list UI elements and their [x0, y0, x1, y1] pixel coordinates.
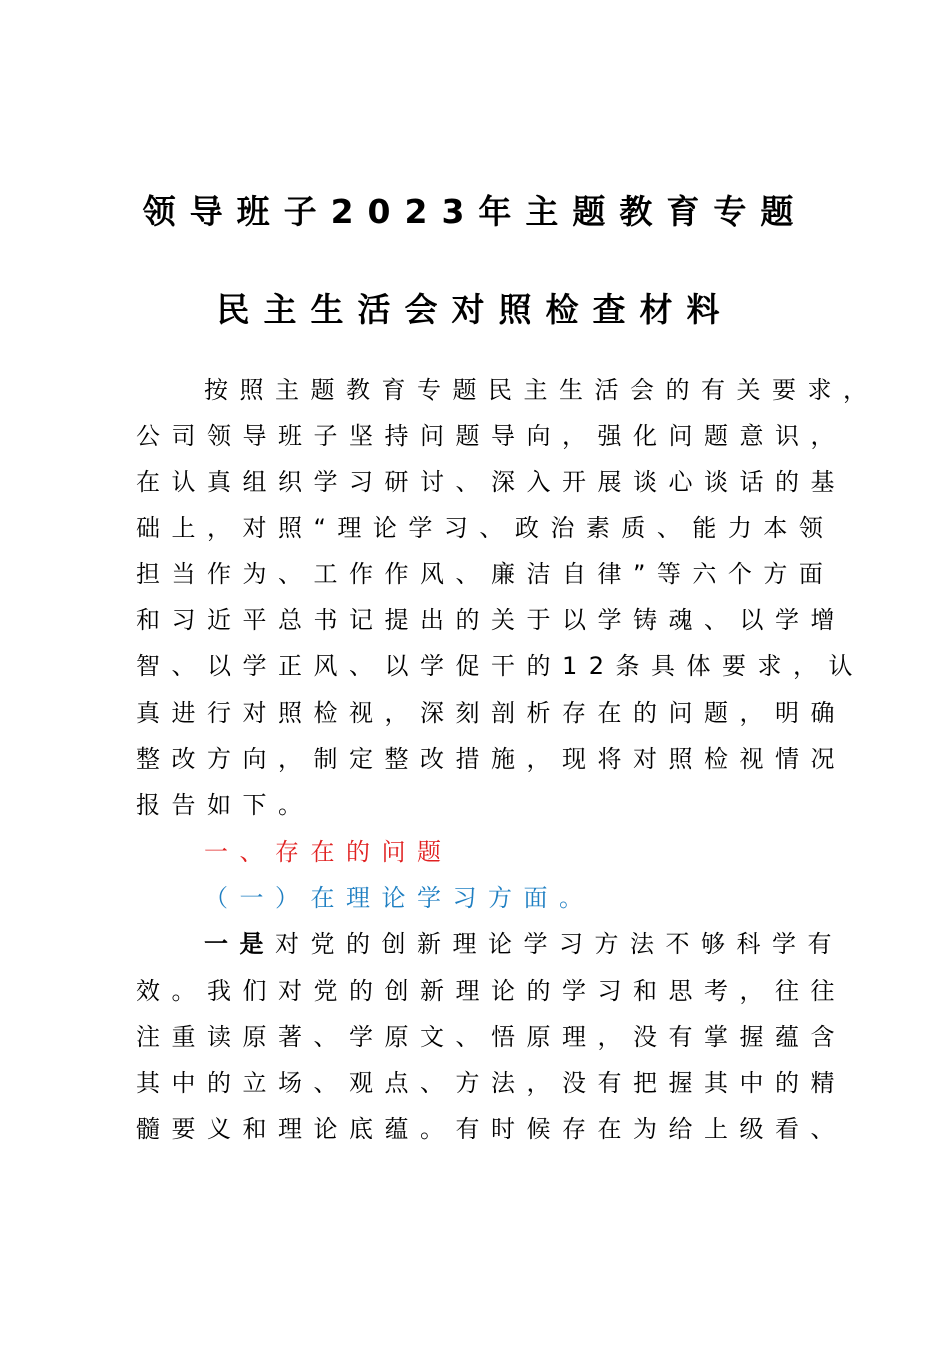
intro-line-6: 和习近平总书记提出的关于以学铸魂、以学增 [136, 606, 846, 634]
section-heading-problems: 一、存在的问题 [204, 838, 453, 866]
intro-line-1: 按照主题教育专题民主生活会的有关要求， [204, 376, 879, 404]
intro-line-9: 整改方向，制定整改措施，现将对照检视情况 [136, 745, 846, 773]
intro-line-5: 担当作为、工作作风、廉洁自律”等六个方面 [136, 560, 835, 588]
document-title-line-2: 民主生活会对照检查材料 [216, 290, 734, 329]
intro-line-2: 公司领导班子坚持问题导向，强化问题意识， [136, 422, 846, 450]
document-title-line-1: 领导班子2023年主题教育专题 [142, 192, 808, 231]
paragraph-1-lead: 一是 [204, 930, 275, 958]
paragraph-1-line-5: 髓要义和理论底蕴。有时候存在为给上级看、 [136, 1115, 846, 1143]
paragraph-1-line-4: 其中的立场、观点、方法，没有把握其中的精 [136, 1069, 846, 1097]
intro-line-7: 智、以学正风、以学促干的12条具体要求，认 [136, 652, 865, 680]
paragraph-1-first-text: 对党的创新理论学习方法不够科学有 [275, 930, 843, 958]
intro-line-8: 真进行对照检视，深刻剖析存在的问题，明确 [136, 699, 846, 727]
subsection-heading-theory-study: （一）在理论学习方面。 [204, 884, 595, 912]
paragraph-1-first-line [204, 928, 843, 960]
intro-line-10: 报告如下。 [136, 791, 314, 819]
paragraph-1-line-2: 效。我们对党的创新理论的学习和思考，往往 [136, 977, 846, 1005]
paragraph-1-line-3: 注重读原著、学原文、悟原理，没有掌握蕴含 [136, 1023, 846, 1051]
intro-line-3: 在认真组织学习研讨、深入开展谈心谈话的基 [136, 468, 846, 496]
intro-line-4: 础上，对照“理论学习、政治素质、能力本领 [136, 514, 835, 542]
